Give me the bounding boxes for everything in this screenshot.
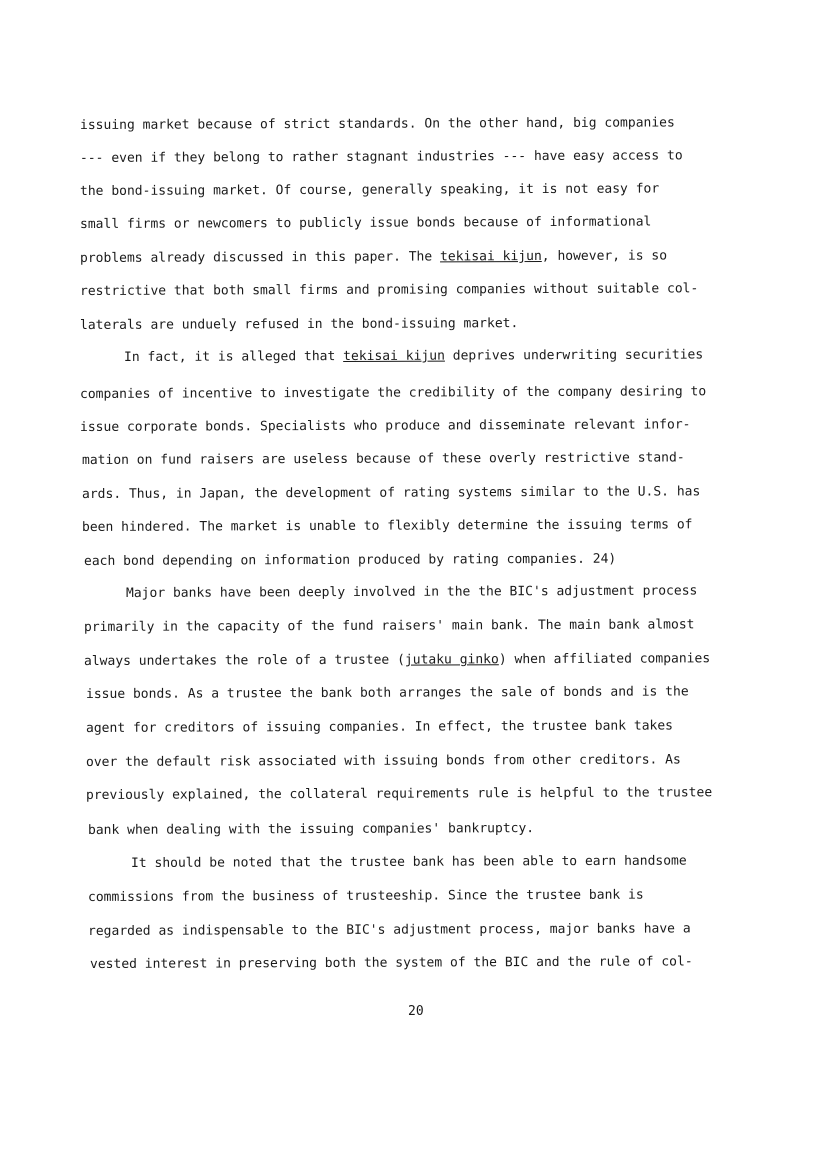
text-line: issue bonds. As a trustee the bank both arranges the sale of bonds and is the [85,684,689,702]
text-line: bank when dealing with the issuing companies' bankruptcy. [87,821,535,838]
text-line: It should be noted that the trustee bank has been able to earn handsome [130,853,687,871]
text-line: small firms or newcomers to publicly issue bonds because of informational [79,214,652,232]
text-line: each bond depending on information produced by rating companies. 24) [83,551,617,569]
text-line: issue corporate bonds. Specialists who produce and disseminate relevant infor- [79,417,691,435]
text-line: issuing market because of strict standards. On the other hand, big companies [79,115,675,133]
text-line [124,347,703,366]
text-segment: In fact, it is alleged that [123,349,344,365]
text-line: commissions from the business of trusteeship. Since the trustee bank is [87,887,644,905]
text-line: the bond-issuing market. Of course, generally speaking, it is not easy for [79,181,660,199]
text-line: vested interest in preserving both the system of the BIC and the rule of col- [89,954,693,972]
text-line: primarily in the capacity of the fund raisers' main bank. The main bank almost [83,617,695,635]
text-line: over the default risk associated with issuing bonds from other creditors. As [85,752,681,770]
text-segment: ) when affiliated companies [498,651,711,668]
text-segment: deprives underwriting securities [444,347,704,364]
text-line: regarded as indispensable to the BIC's adjustment process, major banks have a [87,921,691,939]
text-line: --- even if they belong to rather stagnant industries --- have easy access to [79,148,683,166]
term-tekisai-kijun: tekisai kijun [439,248,542,265]
term-jutaku-ginko: jutaku ginko [404,652,499,668]
text-line: ards. Thus, in Japan, the development of rating systems similar to the U.S. has [81,484,701,502]
term-tekisai-kijun: tekisai kijun [343,348,445,365]
text-segment: , however, is so [541,248,668,264]
text-line [80,248,667,267]
text-segment: problems already discussed in this paper. The [79,249,441,266]
text-line: mation on fund raisers are useless because of these overly restrictive stand- [81,450,685,468]
text-line: been hindered. The market is unable to flexibly determine the issuing terms of [81,517,693,535]
text-line: Major banks have been deeply involved in the the BIC's adjustment process [125,583,698,601]
text-line: companies of incentive to investigate the credibility of the company desiring to [79,384,707,402]
text-line: agent for creditors of issuing companies. In effect, the trustee bank takes [85,718,674,736]
page-number: 20 [408,1004,424,1019]
text-line: laterals are unduely refused in the bond-issuing market. [79,316,519,333]
text-segment: always undertakes the role of a trustee ( [83,652,405,669]
text-line: restrictive that both small firms and promising companies without suitable col- [79,281,699,299]
text-line: previously explained, the collateral requirements rule is helpful to the trustee [85,785,713,803]
text-line [84,651,710,670]
